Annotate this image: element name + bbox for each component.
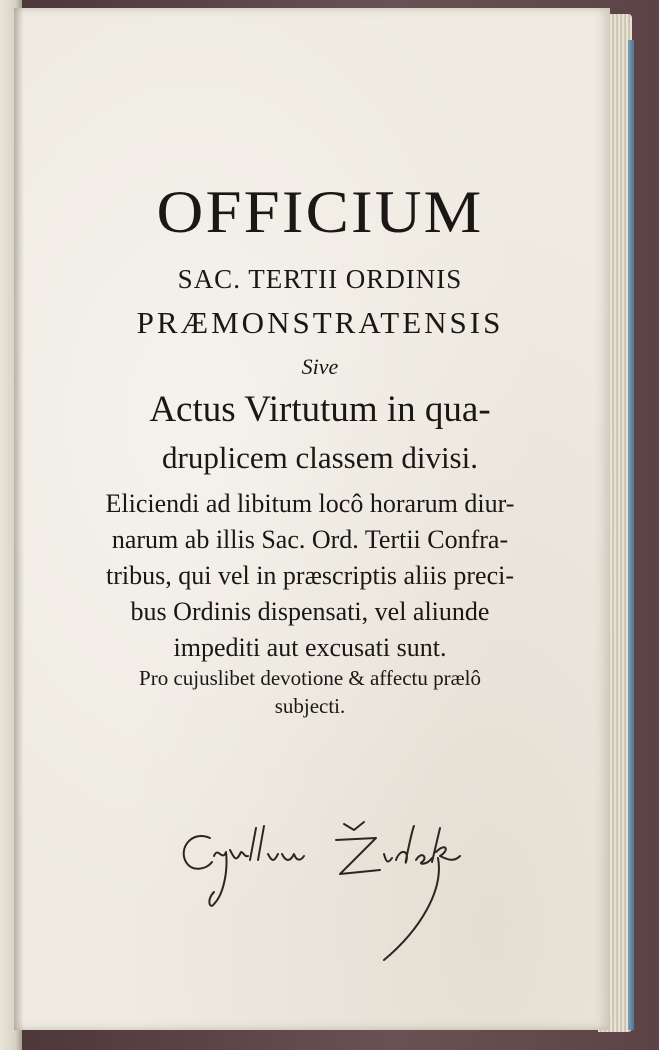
body-paragraph <box>50 486 570 666</box>
closing-paragraph <box>60 664 560 720</box>
body-line: narum ab illis Sac. Ord. Tertii Confra- <box>111 525 509 554</box>
blue-book-edge <box>628 40 634 1030</box>
closing-line: subjecti. <box>274 694 346 718</box>
subtitle-line-2: PRÆMONSTRATENSIS <box>136 305 504 340</box>
body-line: bus Ordinis dispensati, vel aliunde <box>130 597 490 626</box>
heading-line-1: Actus Virtutum in qua- <box>149 389 491 430</box>
heading-line-2: druplicem classem divisi. <box>162 440 478 475</box>
body-line: tribus, qui vel in præscriptis aliis preci- <box>106 561 514 590</box>
body-line: impediti aut excusati sunt. <box>173 633 447 662</box>
page-gutter <box>14 8 24 1030</box>
page-title: OFFICIUM <box>156 179 484 245</box>
sive-line: Sive <box>301 354 339 379</box>
subtitle-line-1: SAC. TERTII ORDINIS <box>177 264 463 294</box>
closing-line: Pro cujuslibet devotione & affectu prælô <box>139 666 481 690</box>
handwritten-signature <box>170 800 480 970</box>
body-line: Eliciendi ad libitum locô horarum diur- <box>105 489 515 518</box>
